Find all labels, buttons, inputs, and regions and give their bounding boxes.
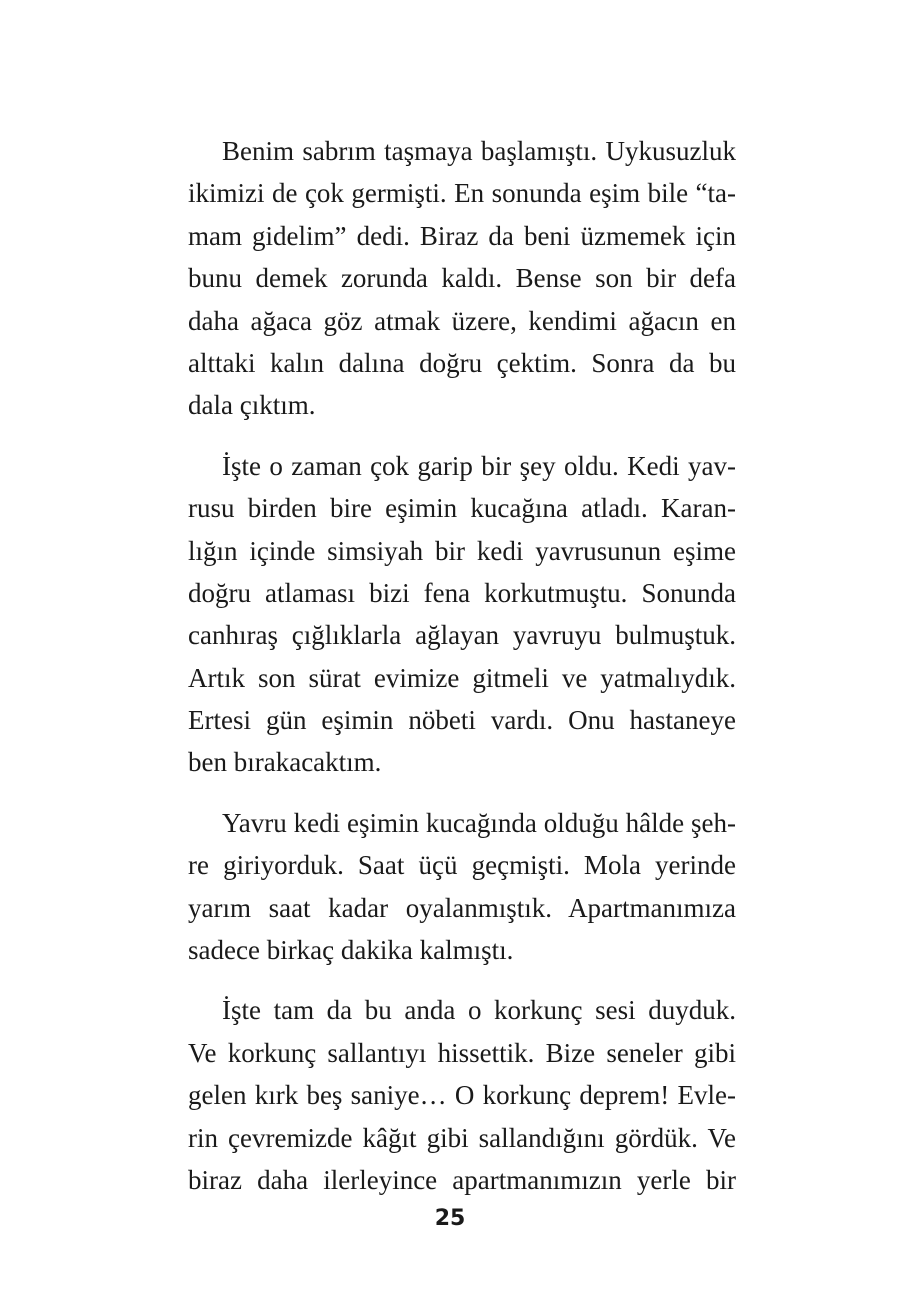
text-line: mam gidelim” dedi. Biraz da beni üzmemek için xyxy=(188,220,736,251)
text-line: Yavru kedi eşimin kucağında olduğu hâlde şeh- xyxy=(222,807,736,838)
text-line: sadece birkaç dakika kalmıştı. xyxy=(188,935,514,966)
text-line: Ve korkunç sallantıyı hissettik. Bize seneler gibi xyxy=(188,1037,736,1068)
text-line: Artık son sürat evimize gitmeli ve yatmalıydık. xyxy=(188,662,736,693)
text-line: ben bırakacaktım. xyxy=(188,747,382,778)
paragraph-1 xyxy=(188,130,736,427)
text-line: dala çıktım. xyxy=(188,390,316,421)
text-line: daha ağaca göz atmak üzere, kendimi ağacın en xyxy=(188,305,736,336)
text-line: rusu birden bire eşimin kucağına atladı. Karan- xyxy=(188,493,736,524)
text-line: İşte tam da bu anda o korkunç sesi duyduk. xyxy=(222,995,736,1026)
page-body xyxy=(188,130,736,1219)
text-line: İşte o zaman çok garip bir şey oldu. Kedi yav- xyxy=(222,450,736,481)
paragraph-3 xyxy=(188,802,736,972)
text-line: rin çevremizde kâğıt gibi sallandığını gördük. Ve xyxy=(188,1122,736,1153)
text-line: doğru atlaması bizi fena korkutmuştu. Sonunda xyxy=(188,577,736,608)
paragraph-4 xyxy=(188,989,736,1201)
text-line: lığın içinde simsiyah bir kedi yavrusunun eşime xyxy=(188,535,736,566)
text-line: bunu demek zorunda kaldı. Bense son bir defa xyxy=(188,263,736,294)
text-line: yarım saat kadar oyalanmıştık. Apartmanımıza xyxy=(188,892,736,923)
page-number: 25 xyxy=(434,1206,466,1231)
text-line: biraz daha ilerleyince apartmanımızın yerle bir xyxy=(188,1164,736,1195)
text-line: Ertesi gün eşimin nöbeti vardı. Onu hastaneye xyxy=(188,705,736,736)
text-line: gelen kırk beş saniye… O korkunç deprem! Evle- xyxy=(188,1080,736,1111)
text-line: alttaki kalın dalına doğru çektim. Sonra da bu xyxy=(188,347,736,378)
paragraph-2 xyxy=(188,445,736,784)
text-line: ikimizi de çok germişti. En sonunda eşim bile “ta- xyxy=(188,178,736,209)
text-line: re giriyorduk. Saat üçü geçmişti. Mola yerinde xyxy=(188,850,736,881)
text-line: Benim sabrım taşmaya başlamıştı. Uykusuzluk xyxy=(222,136,736,166)
text-line: canhıraş çığlıklarla ağlayan yavruyu bulmuştuk. xyxy=(188,620,736,651)
